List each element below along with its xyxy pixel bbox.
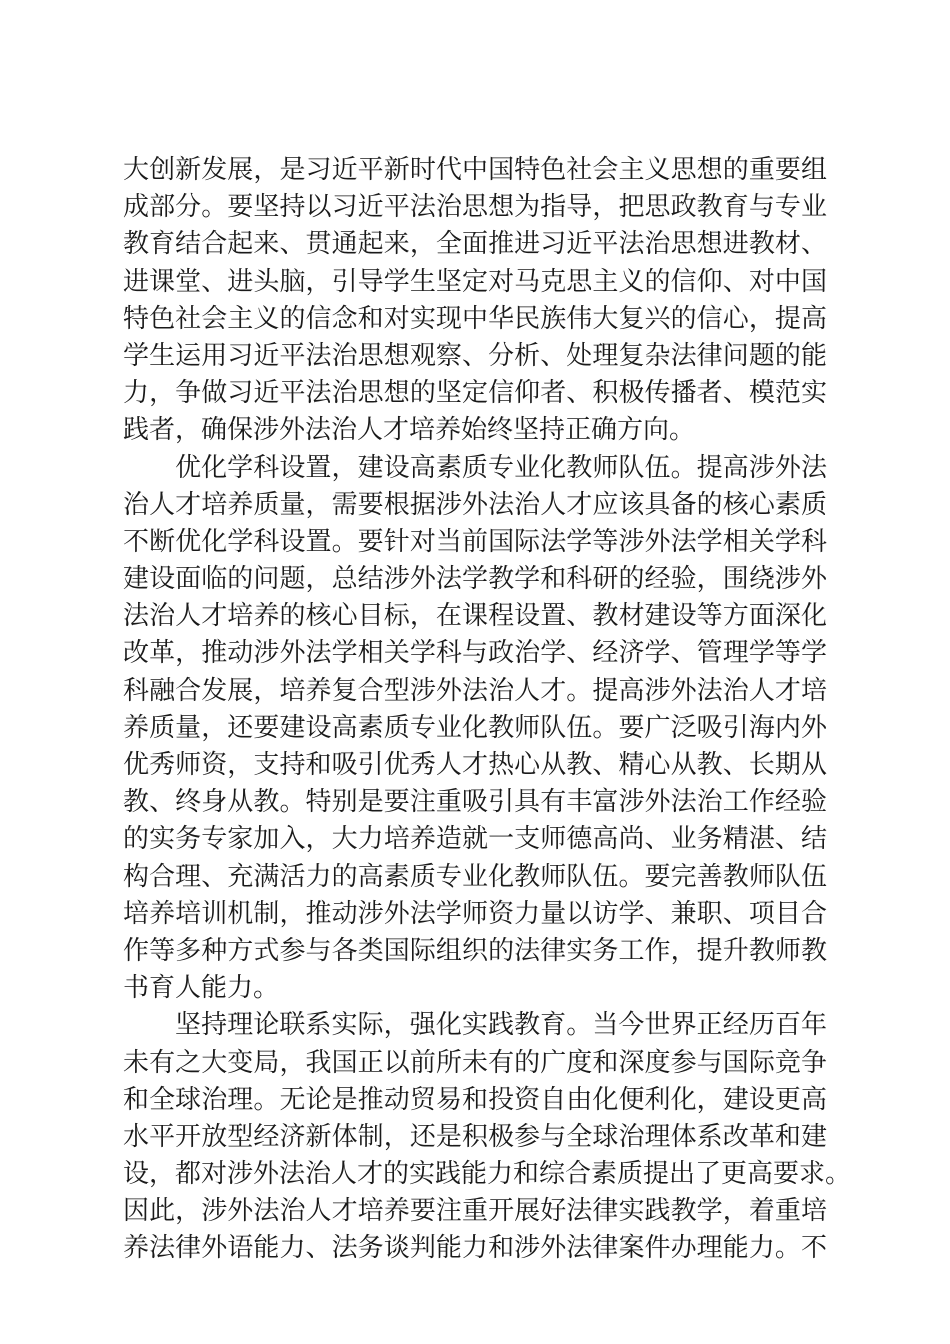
text-line: 水平开放型经济新体制，还是积极参与全球治理体系改革和建 [123, 1121, 827, 1152]
text-line: 养法律外语能力、法务谈判能力和涉外法律案件办理能力。不 [123, 1233, 827, 1264]
text-line: 构合理、充满活力的高素质专业化教师队伍。要完善教师队伍 [123, 861, 827, 892]
text-line: 因此，涉外法治人才培养要注重开展好法律实践教学，着重培 [123, 1196, 827, 1227]
paragraph-3 [123, 1007, 852, 1267]
text-line: 践者，确保涉外法治人才培养始终坚持正确方向。 [123, 415, 696, 446]
text-line: 科融合发展，培养复合型涉外法治人才。提高涉外法治人才培 [123, 675, 827, 706]
text-line: 作等多种方式参与各类国际组织的法律实务工作，提升教师教 [123, 935, 827, 966]
text-line: 教育结合起来、贯通起来，全面推进习近平法治思想进教材、 [123, 229, 827, 260]
text-line: 和全球治理。无论是推动贸易和投资自由化便利化，建设更高 [123, 1084, 827, 1115]
text-line: 坚持理论联系实际，强化实践教育。当今世界正经历百年 [175, 1010, 827, 1041]
text-line: 优化学科设置，建设高素质专业化教师队伍。提高涉外法 [175, 452, 827, 483]
text-line: 成部分。要坚持以习近平法治思想为指导，把思政教育与专业 [123, 192, 827, 223]
text-line: 不断优化学科设置。要针对当前国际法学等涉外法学相关学科 [123, 526, 827, 557]
text-line: 书育人能力。 [123, 973, 280, 1004]
text-line: 改革，推动涉外法学相关学科与政治学、经济学、管理学等学 [123, 638, 827, 669]
text-line: 治人才培养质量，需要根据涉外法治人才应该具备的核心素质 [123, 489, 827, 520]
text-line: 培养培训机制，推动涉外法学师资力量以访学、兼职、项目合 [123, 898, 827, 929]
text-line: 大创新发展，是习近平新时代中国特色社会主义思想的重要组 [123, 155, 827, 185]
text-line: 建设面临的问题，总结涉外法学教学和科研的经验，围绕涉外 [123, 564, 827, 595]
text-line: 教、终身从教。特别是要注重吸引具有丰富涉外法治工作经验 [123, 787, 827, 818]
text-line: 法治人才培养的核心目标，在课程设置、教材建设等方面深化 [123, 601, 827, 632]
text-line: 进课堂、进头脑，引导学生坚定对马克思主义的信仰、对中国 [123, 266, 827, 297]
text-line: 养质量，还要建设高素质专业化教师队伍。要广泛吸引海内外 [123, 712, 827, 743]
text-line: 的实务专家加入，大力培养造就一支师德高尚、业务精湛、结 [123, 824, 827, 855]
text-line: 特色社会主义的信念和对实现中华民族伟大复兴的信心，提高 [123, 303, 827, 334]
text-line: 力，争做习近平法治思想的坚定信仰者、积极传播者、模范实 [123, 378, 827, 409]
text-line: 优秀师资，支持和吸引优秀人才热心从教、精心从教、长期从 [123, 750, 827, 780]
paragraph-1 [123, 152, 827, 450]
text-line: 设，都对涉外法治人才的实践能力和综合素质提出了更高要求。 [123, 1159, 852, 1190]
paragraph-2 [123, 450, 827, 1008]
text-line: 未有之大变局，我国正以前所未有的广度和深度参与国际竞争 [123, 1047, 827, 1078]
body-text [123, 152, 852, 1268]
text-line: 学生运用习近平法治思想观察、分析、处理复杂法律问题的能 [123, 340, 827, 371]
